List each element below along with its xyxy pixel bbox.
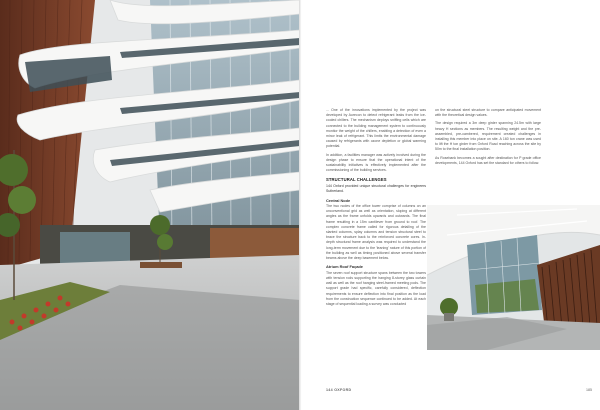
page-number: 185 — [586, 388, 592, 392]
section-heading: STRUCTURAL CHALLENGES — [326, 177, 387, 183]
section-lead: 144 Oxford provided unique structural challenges for engineers Sutherland. — [326, 184, 426, 194]
text-column-right — [435, 108, 541, 169]
intro-paragraph: ... One of the innovations implemented by the project was developed by Aurecon to detect refrigerant leaks from the ice-cooled chillers. The mechanism deploys sniffing cells which are connected to the building management system to continuously monitor the weight of the chillers, enabling a detection of even a minor leak of refrigerant. This limits the environmental damage caused by refrigerants with ozone depletion or global warming potential. — [326, 108, 426, 149]
staircase-photo — [427, 205, 600, 350]
text-page — [303, 0, 600, 410]
closing-paragraph: As Rosebank becomes a sought after destination for P grade office developments, 144 Oxford has set the standard for others to follow. — [435, 155, 541, 165]
facade-paragraph: The seven roof support structure spans between the two towers with tension rods supporting the hanging 8-storey glass curtain wall as well as the roof hanging steel-framed meeting pods. The support grade had specific, carefully considered, deflection requirements to ensure deflection into final position as the load from the construction sequence continued to be added. At each stage of sequential loading a survey was conducted — [326, 270, 426, 306]
continued-paragraph: on the structural steel structure to compare anticipated movement with the theoretical design values. — [435, 108, 541, 118]
text-column-left — [326, 108, 426, 310]
girder-paragraph: The design required a 3m deep girder spanning 24.5m with large heavy H sections as members. The resulting weight and the pre-assembled, pre-cambered, requirement created challenges in installing this member into place on site. A 160 ton crane was used to lift the H ton girder from Oxford Road reaching across the site by 50m to the final installation position. — [435, 121, 541, 152]
running-footer: 144 OXFORD — [326, 388, 352, 392]
intro-paragraph-2: In addition, a facilities manager was actively involved during the design phase to ensure that the operational intent of the sustainability initiatives is effectively implemented after the commissioning of the building services. — [326, 152, 426, 173]
subheading-core: Central Node — [326, 197, 351, 203]
core-paragraph: The two nodes of the office tower comprise of columns on an unconventional grid as well as orientation, sloping at different angles as the frame unfolds upwards and outwards. The final frame resulting in a 15m cantilever from ground to roof. The complex concrete frame called for rigorous detailing of the slanted columns, splay columns and tension structural steel to brace the structure back to the reinforced concrete cores. In-depth structural frame analysis was required to understand the long-term movement due to the 'leaning' nature of this portion of the building as well as timing positioned above several transfer beams above the deep basement below. — [326, 204, 426, 261]
subheading-facade: Atrium Roof Façade — [326, 264, 363, 270]
